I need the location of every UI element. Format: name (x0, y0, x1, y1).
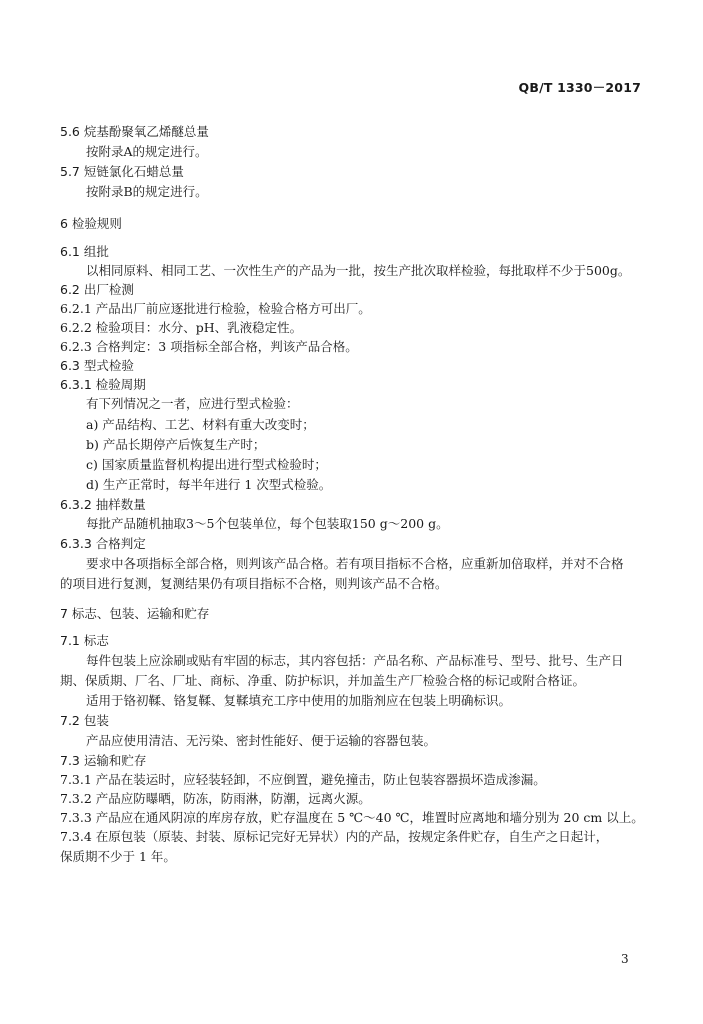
list-item-d: d) 生产正常时，每半年进行 1 次型式检验。 (86, 477, 332, 492)
body-text: 每件包装上应涂刷或贴有牢固的标志，其内容包括：产品名称、产品标准号、型号、批号、生产日 (86, 653, 624, 668)
section-heading-5-6: 5.6 烷基酚聚氧乙烯醚总量 (60, 124, 209, 139)
body-text: 以相同原料、相同工艺、一次性生产的产品为一批，按生产批次取样检验，每批取样不少于500g。 (86, 263, 631, 278)
standard-code-header: QB/T 1330－2017 (518, 80, 641, 95)
section-heading-5-7: 5.7 短链氯化石蜡总量 (60, 164, 184, 179)
clause-7-3-4: 7.3.4 在原包装（原装、封装、原标记完好无异状）内的产品，按规定条件贮存，自生产之日起计， (60, 829, 609, 844)
body-text: 要求中各项指标全部合格，则判该产品合格。若有项目指标不合格，应重新加倍取样，并对不合格 (86, 556, 624, 571)
clause-heading-6-3-1: 6.3.1 检验周期 (60, 377, 146, 392)
body-text: 的项目进行复测，复测结果仍有项目指标不合格，则判该产品不合格。 (60, 576, 448, 591)
clause-7-3-1: 7.3.1 产品在装运时，应轻装轻卸，不应倒置，避免撞击，防止包装容器损坏造成渗漏。 (60, 772, 546, 787)
body-text: 每批产品随机抽取3～5个包装单位，每个包装取150 g～200 g。 (86, 516, 449, 531)
section-heading-7-3: 7.3 运输和贮存 (60, 753, 147, 768)
section-heading-6-2: 6.2 出厂检测 (60, 282, 134, 297)
section-heading-6-1: 6.1 组批 (60, 244, 109, 259)
body-text: 适用于铬初鞣、铬复鞣、复鞣填充工序中使用的加脂剂应在包装上明确标识。 (86, 693, 512, 708)
section-heading-7-2: 7.2 包装 (60, 713, 109, 728)
clause-6-2-3: 6.2.3 合格判定：3 项指标全部合格，判该产品合格。 (60, 339, 358, 354)
body-text: 保质期不少于 1 年。 (60, 849, 176, 864)
page-number: 3 (621, 952, 629, 966)
clause-7-3-3: 7.3.3 产品应在通风阴凉的库房存放，贮存温度在 5 ℃～40 ℃，堆置时应离地和墙分别为 20 cm 以上。 (60, 810, 644, 825)
chapter-heading-6: 6 检验规则 (60, 216, 122, 231)
clause-heading-6-3-3: 6.3.3 合格判定 (60, 536, 146, 551)
list-item-a: a) 产品结构、工艺、材料有重大改变时； (86, 417, 315, 432)
section-heading-7-1: 7.1 标志 (60, 633, 109, 648)
body-text: 产品应使用清洁、无污染、密封性能好、便于运输的容器包装。 (86, 733, 437, 748)
list-item-c: c) 国家质量监督机构提出进行型式检验时； (86, 457, 327, 472)
chapter-heading-7: 7 标志、包装、运输和贮存 (60, 606, 210, 621)
clause-6-2-1: 6.2.1 产品出厂前应逐批进行检验，检验合格方可出厂。 (60, 301, 371, 316)
clause-7-3-2: 7.3.2 产品应防曝晒，防冻，防雨淋，防潮，远离火源。 (60, 791, 371, 806)
clause-heading-6-3-2: 6.3.2 抽样数量 (60, 497, 146, 512)
body-text: 按附录B的规定进行。 (86, 184, 208, 199)
section-heading-6-3: 6.3 型式检验 (60, 358, 134, 373)
clause-6-2-2: 6.2.2 检验项目：水分、pH、乳液稳定性。 (60, 320, 303, 335)
body-text: 期、保质期、厂名、厂址、商标、净重、防护标识，并加盖生产厂检验合格的标记或附合格证。 (60, 673, 586, 688)
list-item-b: b) 产品长期停产后恢复生产时； (86, 437, 266, 452)
body-text: 按附录A的规定进行。 (86, 144, 208, 159)
body-text: 有下列情况之一者，应进行型式检验： (86, 396, 299, 411)
